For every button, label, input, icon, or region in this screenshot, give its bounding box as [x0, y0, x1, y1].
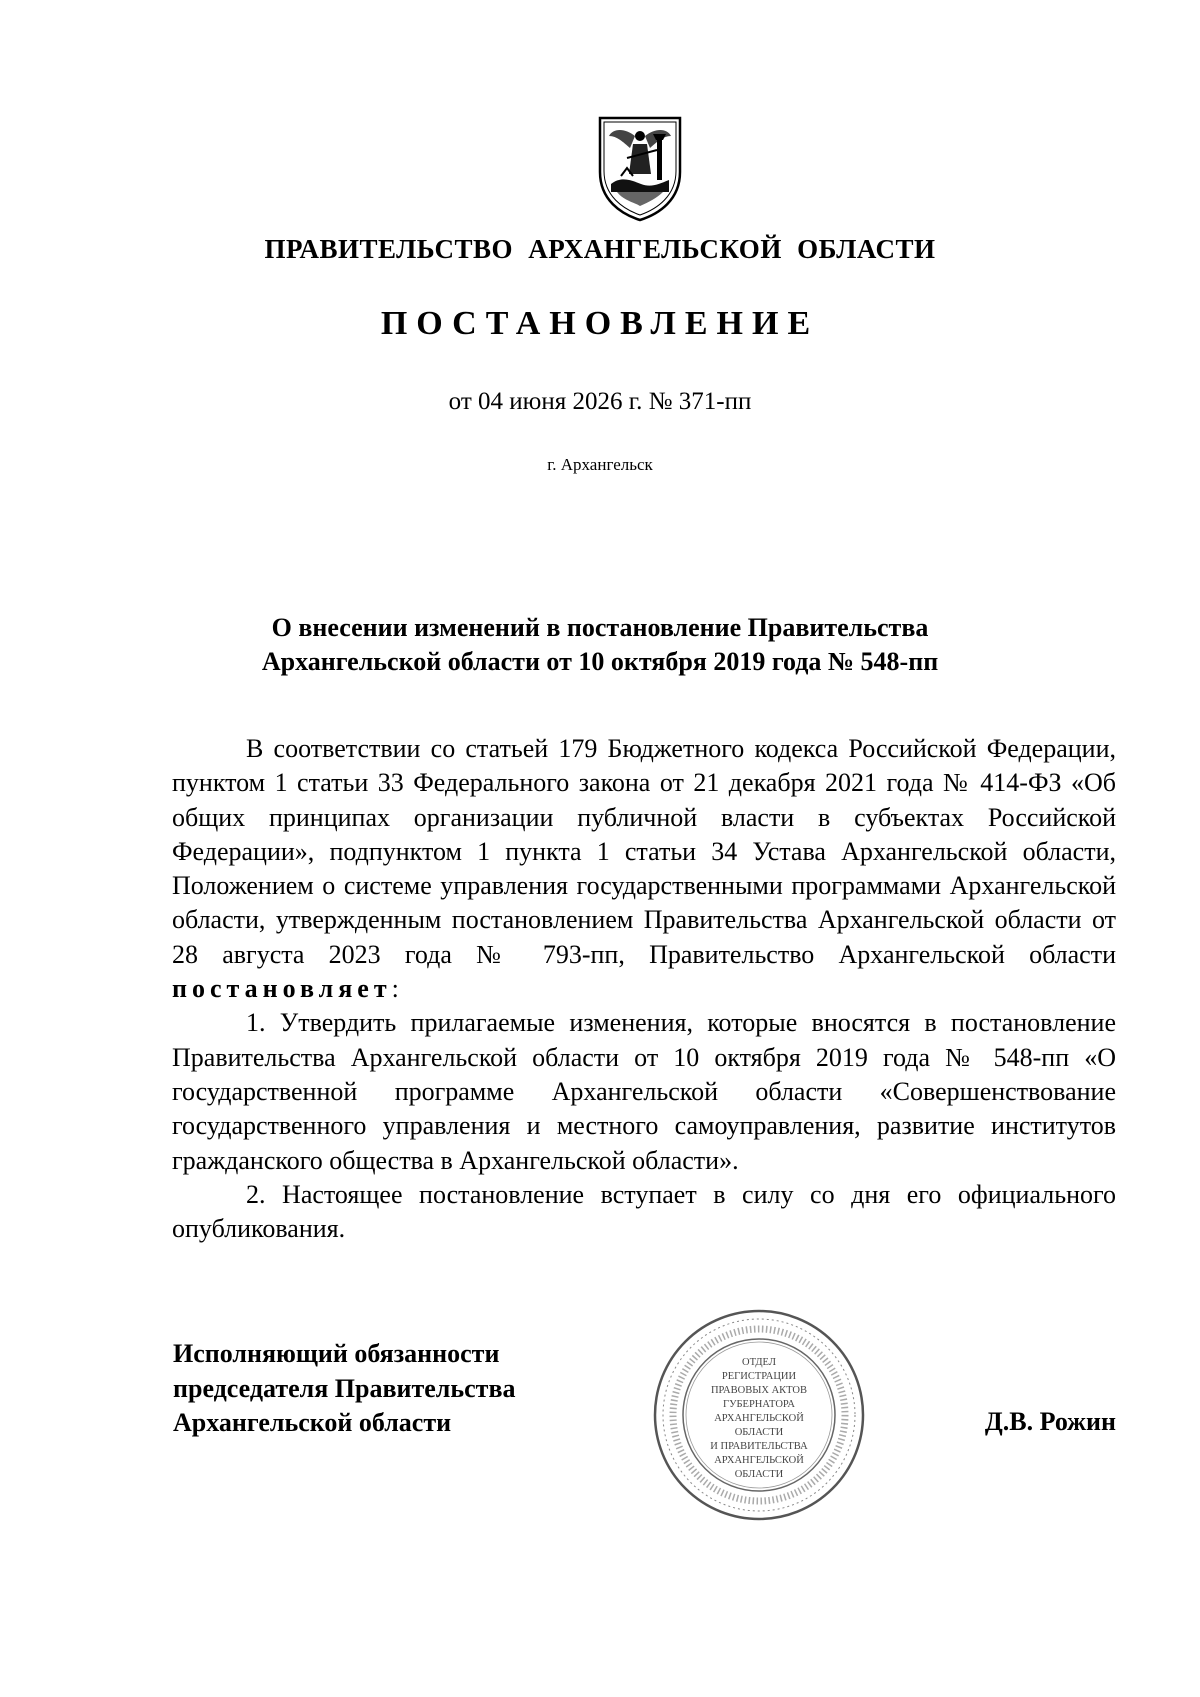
signatory-title-line: Исполняющий обязанности [173, 1339, 500, 1368]
decree-keyword: постановляет [172, 974, 392, 1004]
official-seal [651, 1307, 867, 1523]
document-body [172, 732, 1116, 1246]
seal-text: АРХАНГЕЛЬСКОЙ [714, 1455, 804, 1466]
seal-text: И ПРАВИТЕЛЬСТВА [710, 1441, 808, 1452]
city: г. Архангельск [547, 455, 653, 474]
subject-line: Архангельской области от 10 октября 2019 года № 548-пп [261, 647, 939, 676]
document-subject [0, 611, 1200, 679]
signatory-title [173, 1337, 516, 1441]
seal-text: ОТДЕЛ [742, 1357, 776, 1368]
signatory-name: Д.В. Рожин [984, 1407, 1116, 1436]
document-type: ПОСТАНОВЛЕНИЕ [380, 305, 820, 342]
subject-line: О внесении изменений в постановление Правительства [271, 613, 929, 642]
seal-text: РЕГИСТРАЦИИ [721, 1371, 797, 1382]
coat-of-arms-icon [597, 114, 683, 222]
seal-text: ПРАВОВЫХ АКТОВ [710, 1385, 808, 1396]
body-paragraph: 2. Настоящее постановление вступает в силу со дня его официального опубликования. [172, 1179, 1116, 1244]
signatory-title-line: председателя Правительства [173, 1373, 516, 1403]
seal-text: АРХАНГЕЛЬСКОЙ [714, 1413, 804, 1424]
paragraph-text: В соответствии со статьей 179 Бюджетного кодекса Российской Федерации, пунктом 1 статьи 33 Федерального закона от 21 декабря 2021 года № 414-ФЗ «Об общих принципах организации публичной власти в субъектах Российской Федерации», подпунктом 1 пункта 1 статьи 34 Устава Архангельской области, Положением о системе управления государственными программами Архангельской области, утвержденным постановлением Правительства Архангельской области от 28 августа 2023 года № 793-пп, Правительство Архангельской области [172, 734, 1116, 969]
issuing-authority: ПРАВИТЕЛЬСТВО АРХАНГЕЛЬСКОЙ ОБЛАСТИ [264, 234, 936, 264]
signatory-title-line: Архангельской области [173, 1408, 452, 1437]
seal-text: ГУБЕРНАТОРА [723, 1399, 795, 1410]
paragraph-end: : [391, 974, 399, 1004]
date-and-number: от 04 июня 2026 г. № 371-пп [448, 388, 752, 415]
body-paragraph [172, 732, 1116, 1006]
seal-text: ОБЛАСТИ [734, 1469, 784, 1480]
body-paragraph: 1. Утвердить прилагаемые изменения, которые вносятся в постановление Правительства Архангельской области от 10 октября 2019 года № 548-пп «О государственной программе Архангельской области «Совершенствование государственного управления и местного самоуправления, развитие институтов гражданского общества в Архангельской области». [172, 1008, 1116, 1175]
seal-text: ОБЛАСТИ [734, 1427, 784, 1438]
